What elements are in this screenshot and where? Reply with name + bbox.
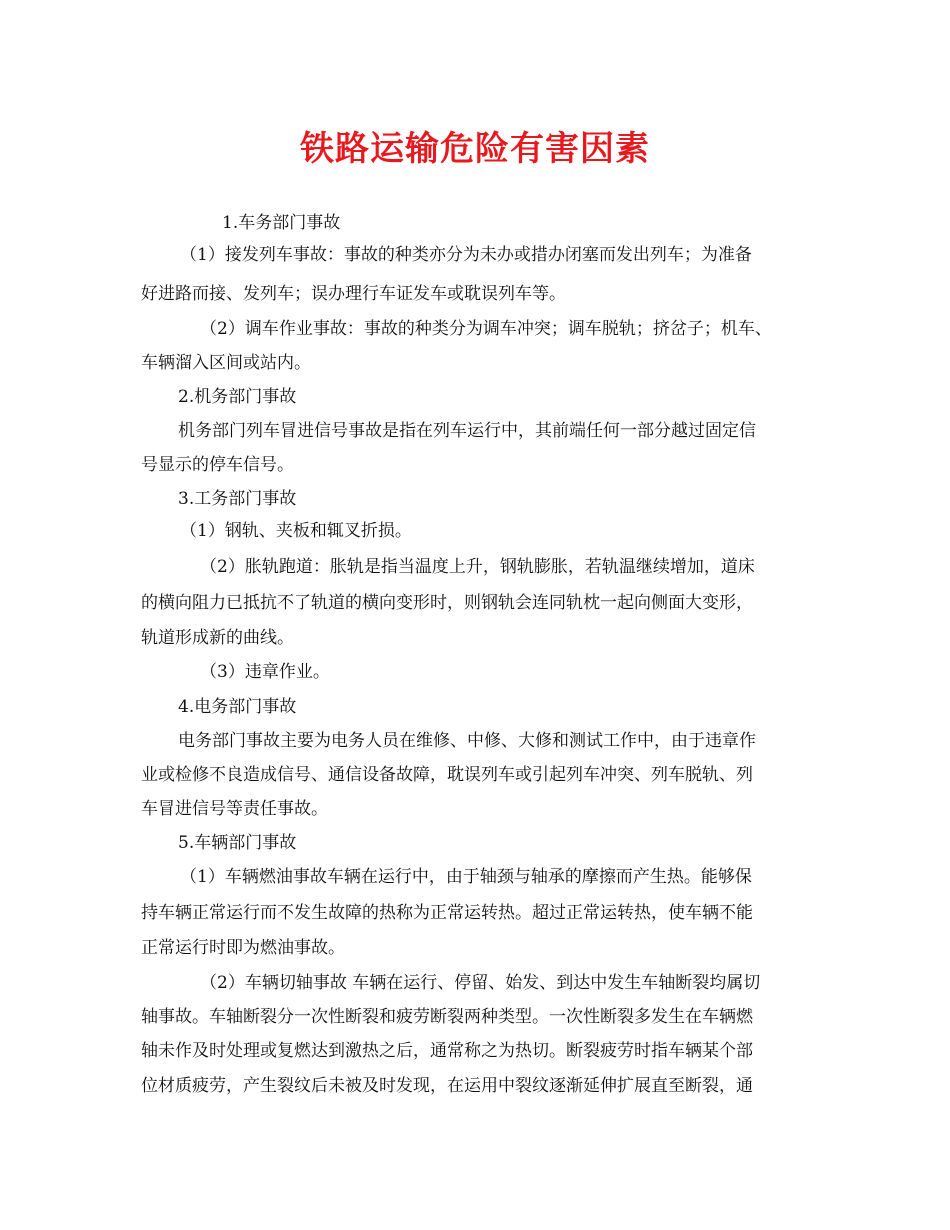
section-heading-3: 3.工务部门事故: [178, 489, 297, 509]
paragraph-line: （3）违章作业。: [200, 662, 330, 682]
paragraph-line: 持车辆正常运行而不发生故障的热称为正常运转热。超过正常运转热，使车辆不能: [141, 903, 753, 923]
paragraph-line: （2）胀轨跑道：胀轨是指当温度上升，钢轨膨胀，若轨温继续增加，道床: [200, 557, 755, 577]
paragraph-line: 轴未作及时处理或复燃达到激热之后，通常称之为热切。断裂疲劳时指车辆某个部: [141, 1041, 753, 1061]
section-heading-5: 5.车辆部门事故: [178, 833, 297, 853]
paragraph-line: （2）车辆切轴事故 车辆在运行、停留、始发、到达中发生车轴断裂均属切: [200, 973, 761, 993]
paragraph-line: （2）调车作业事故：事故的种类分为调车冲突；调车脱轨；挤岔子；机车、: [200, 319, 772, 339]
paragraph-line: 好进路而接、发列车；误办理行车证发车或耽误列车等。: [141, 284, 566, 304]
page-title: 铁路运输危险有害因素: [300, 129, 650, 169]
paragraph-line: 正常运行时即为燃油事故。: [141, 938, 345, 958]
paragraph-line: 位材质疲劳，产生裂纹后未被及时发现，在运用中裂纹逐渐延伸扩展直至断裂，通: [141, 1076, 753, 1096]
paragraph-line: 电务部门事故主要为电务人员在维修、中修、大修和测试工作中，由于违章作: [178, 731, 756, 751]
paragraph-line: （1）接发列车事故：事故的种类亦分为未办或措办闭塞而发出列车；为准备: [180, 245, 752, 265]
paragraph-line: （1）钢轨、夹板和辄叉折损。: [180, 521, 412, 541]
section-heading-2: 2.机务部门事故: [178, 387, 297, 407]
paragraph-line: 轨道形成新的曲线。: [141, 628, 294, 648]
section-heading-4: 4.电务部门事故: [178, 697, 297, 717]
paragraph-line: 轴事故。车轴断裂分一次性断裂和疲劳断裂两种类型。一次性断裂多发生在车辆燃: [141, 1007, 753, 1027]
paragraph-line: 车辆溜入区间或站内。: [141, 353, 311, 373]
paragraph-line: 业或检修不良造成信号、通信设备故障，耽误列车或引起列车冲突、列车脱轨、列: [141, 765, 753, 785]
paragraph-line: 车冒进信号等责任事故。: [141, 799, 328, 819]
paragraph-line: （1）车辆燃油事故车辆在运行中，由于轴颈与轴承的摩擦而产生热。能够保: [180, 867, 752, 887]
paragraph-line: 机务部门列车冒进信号事故是指在列车运行中，其前端任何一部分越过固定信: [178, 421, 756, 441]
paragraph-line: 的横向阻力已抵抗不了轨道的横向变形时，则钢轨会连同轨枕一起向侧面大变形，: [141, 593, 753, 613]
section-heading-1: 1.车务部门事故: [222, 213, 341, 233]
paragraph-line: 号显示的停车信号。: [141, 455, 294, 475]
